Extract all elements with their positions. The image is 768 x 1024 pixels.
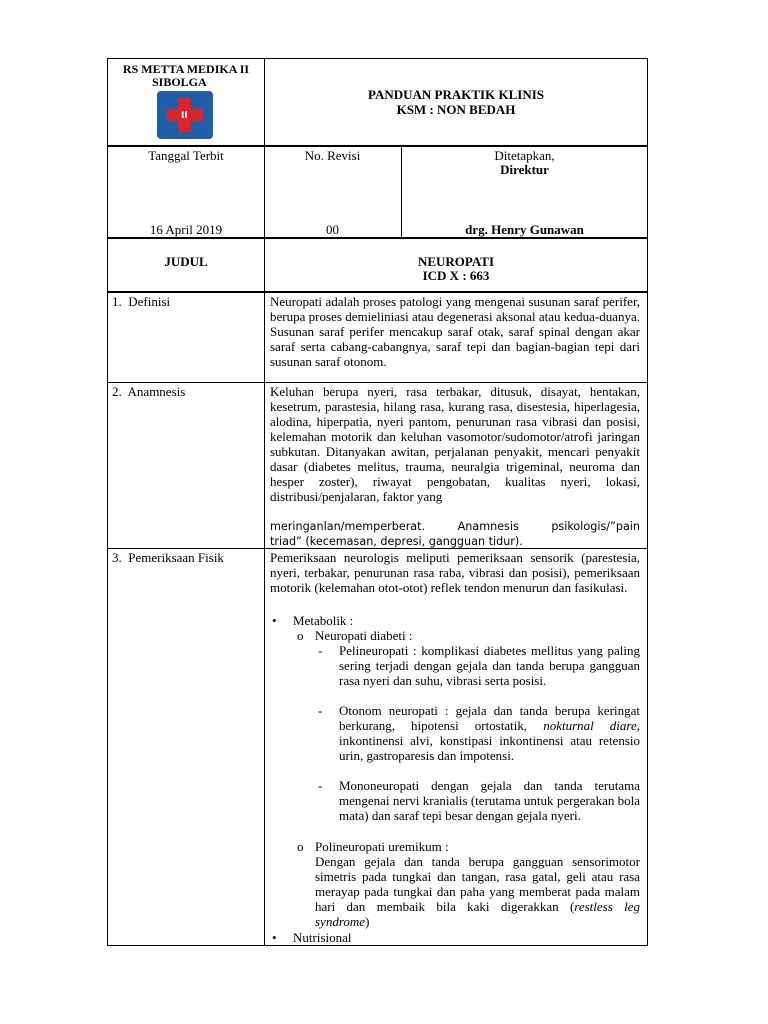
tanggal-value: 16 April 2019 — [149, 222, 223, 237]
tanggal-label: Tanggal Terbit — [148, 148, 224, 163]
hospital-line1: RS METTA MEDIKA II — [122, 62, 250, 76]
anamnesis-tail1: meringanlan/memperberat. Anamnesis psikologis/”pain — [270, 520, 640, 533]
nutrisional-label: Nutrisional — [293, 930, 352, 945]
ditetapkan-label: Ditetapkan, — [494, 148, 555, 163]
judul-icd: ICD X : 663 — [422, 268, 490, 283]
otonom-italic: nokturnal diare — [543, 718, 637, 733]
anamnesis-main: Keluhan berupa nyeri, rasa terbakar, ditusuk, disayat, hentakan, kesetrum, parastesia, hilang rasa, kurang rasa, disestesia, hiperlagesia, alodina, hiperpatia, nyeri pantom, penurunan rasa vibrasi dan posisi, kelemahan motorik dan keluhan vasomotor/sudomotor/atrofi jaringan subkutan. Ditanyakan awitan, perjalanan penyakit, mencari penyakit dasar (diabetes melitus, trauma, neuralgia trigeminal, neuroma dan hesper zoster), riwayat pengobatan, kualitas nyeri, lokasi, distribusi/penjalaran, faktor yang — [270, 384, 640, 504]
uremikum-part2: ) — [365, 914, 370, 929]
definisi-text: Neuropati adalah proses patologi yang mengenai susunan saraf perifer, berupa proses demieliniasi atau degenerasi aksonal atau kedua-duanya. Susunan saraf perifer mencakup saraf otak, saraf spinal dengan akar saraf serta cabang-cabangnya, saraf tepi dan bagian-bagian tepi dari susunan saraf otonom. — [270, 294, 640, 369]
content-divider — [264, 292, 265, 946]
revisi-value: 00 — [326, 222, 339, 237]
title-line2: KSM : NON BEDAH — [396, 102, 516, 117]
hospital-line2: SIBOLGA — [152, 75, 207, 89]
direktur-label: Direktur — [500, 162, 549, 177]
uremikum-part1: Dengan gejala dan tanda berupa gangguan sensorimotor simetris pada tungkai dan tangan, rasa gatal, geli atau rasa merayap pada tungkai dan paha yang memberat pada malam hari dan membaik bila kaki digerakkan ( — [315, 854, 640, 914]
judul-label: JUDUL — [164, 254, 208, 269]
otonom-part2: , inkontinensi alvi, konstipasi inkontinensi atau retensio urin, gastroparesis dan impotensi. — [339, 718, 641, 763]
dash-icon: - — [318, 643, 323, 658]
pemeriksaan-label: 3. Pemeriksaan Fisik — [112, 550, 224, 565]
anamnesis-tail — [270, 519, 640, 549]
judul-title: NEUROPATI — [417, 254, 495, 269]
hospital-name — [108, 63, 264, 89]
otonom-part1: Otonom neuropati : gejala dan tanda berupa keringat berkurang, hipotensi ortostatik, — [339, 703, 640, 733]
direktur-name: drg. Henry Gunawan — [465, 222, 584, 237]
uremikum-italic: restless leg syndrome — [315, 899, 641, 929]
row-divider-1 — [107, 382, 648, 383]
revisi-label: No. Revisi — [304, 148, 361, 163]
bullet-icon: • — [272, 613, 277, 628]
anamnesis-text — [270, 384, 640, 504]
neuro-diabeti-label: Neuropati diabeti : — [315, 628, 413, 643]
definisi-label: 1. Definisi — [112, 294, 171, 309]
dash-icon: - — [318, 703, 323, 718]
circle-icon: o — [297, 839, 304, 854]
polineuropati-text: Pelineuropati : komplikasi diabetes mellitus yang paling sering terjadi dengan gejala dan tanda berupa gangguan rasa nyeri dan suhu, vibrasi serta posisi. — [339, 643, 640, 688]
uremikum-text — [315, 854, 640, 929]
document-title — [264, 87, 648, 117]
otonom-text — [339, 703, 640, 763]
uremikum-label: Polineuropati uremikum : — [315, 839, 449, 854]
anamnesis-label: 2. Anamnesis — [112, 384, 186, 399]
dash-icon: - — [318, 778, 323, 793]
mononeuropati-text: Mononeuropati dengan gejala dan tanda terutama mengenai nervi kranialis (terutama untuk pergerakan bola mata) dan saraf tepi besar dengan gejala nyeri. — [339, 778, 640, 823]
hospital-logo-icon: II — [157, 91, 213, 139]
metabolik-label: Metabolik : — [293, 613, 354, 628]
circle-icon: o — [297, 628, 304, 643]
anamnesis-tail2: triad” (kecemasan, depresi, gangguan tidur). — [270, 535, 523, 548]
pemeriksaan-intro: Pemeriksaan neurologis meliputi pemeriksaan sensorik (parestesia, nyeri, terbakar, penurunan rasa raba, vibrasi dan posisi), pemeriksaan motorik (kelemahan otot-otot) reflek tendon menurun dan fasikulasi. — [270, 550, 640, 595]
title-line1: PANDUAN PRAKTIK KLINIS — [368, 87, 544, 102]
bullet-icon: • — [272, 930, 277, 945]
